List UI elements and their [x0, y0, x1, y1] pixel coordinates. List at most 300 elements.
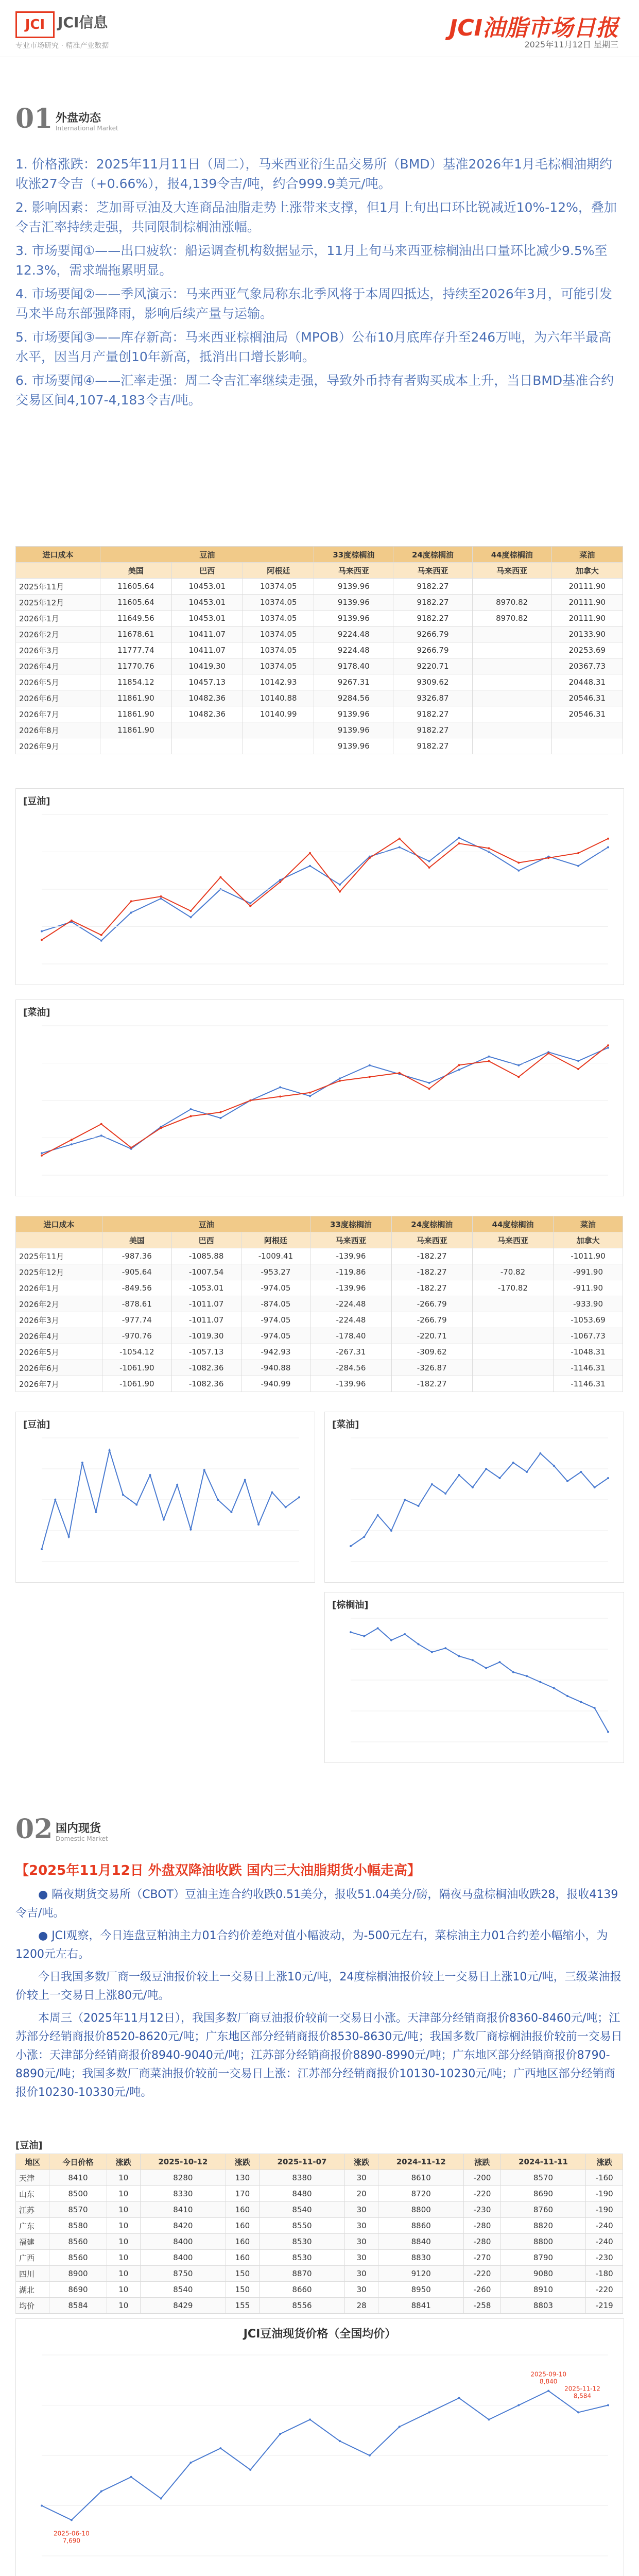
table-cell: -974.05 [241, 1312, 310, 1328]
table-header: 巴西 [171, 563, 243, 579]
data-point [607, 838, 609, 840]
data-point [339, 891, 341, 893]
annotation-label: 8,584 [573, 2392, 592, 2400]
table-cell: -1011.07 [171, 1312, 241, 1328]
table-cell: 11770.76 [100, 658, 171, 674]
news-paragraph: 今日我国多数厂商一级豆油报价较上一交易日上涨10元/吨，24度棕榈油报价较上一交易日上涨10元/吨，三级菜油报价较上一交易日上涨80元/吨。 [15, 1971, 621, 2002]
data-point [418, 1505, 420, 1507]
table-cell [472, 1344, 553, 1360]
table-cell: -190 [586, 2202, 623, 2218]
table-cell: 9139.96 [314, 579, 393, 595]
section-subtitle: International Market [56, 125, 118, 132]
data-point [160, 1127, 162, 1129]
chart-svg [16, 789, 624, 985]
table-cell: 2026年5月 [16, 1344, 102, 1360]
table-row [16, 1360, 623, 1376]
data-point [369, 1076, 371, 1078]
data-point [369, 2454, 371, 2456]
data-point [539, 1452, 541, 1454]
basis-chart-soyoil [15, 1412, 315, 1583]
table-cell: 广东 [16, 2218, 49, 2234]
import-cost-table [15, 546, 623, 754]
table-cell: 8556 [260, 2298, 345, 2314]
annotation-label: 2025-06-10 [54, 2530, 90, 2537]
table-cell: 8800 [500, 2234, 586, 2250]
data-point [363, 1635, 365, 1637]
table-cell: -139.96 [310, 1280, 391, 1296]
table-row [16, 595, 623, 611]
table-cell: -1146.31 [554, 1376, 623, 1392]
table-cell: 20546.31 [551, 690, 623, 706]
table-cell: 11649.56 [100, 611, 171, 626]
data-point [350, 1631, 352, 1633]
table-cell: -240 [586, 2218, 623, 2234]
table-header: 马来西亚 [472, 1232, 553, 1248]
data-point [189, 1529, 192, 1531]
table-cell: 8429 [140, 2298, 226, 2314]
table-cell: 9182.27 [393, 579, 473, 595]
table-cell: 8280 [140, 2170, 226, 2186]
data-point [130, 900, 132, 902]
data-point [309, 2418, 311, 2420]
table-cell: -258 [464, 2298, 501, 2314]
data-point [428, 1088, 430, 1090]
table-cell [243, 722, 314, 738]
table-cell: 8900 [49, 2266, 107, 2282]
table-cell: -180 [586, 2266, 623, 2282]
table-header: 地区 [16, 2154, 49, 2170]
data-point [279, 2433, 281, 2435]
table-cell [171, 722, 243, 738]
data-point [249, 1099, 251, 1101]
table-cell: 11605.64 [100, 595, 171, 611]
table-row [16, 2234, 623, 2250]
table-group-header: 24度棕榈油 [391, 1216, 472, 1232]
table-cell: 2026年4月 [16, 1328, 102, 1344]
table-cell: -170.82 [472, 1280, 553, 1296]
data-point [399, 838, 401, 840]
spot-table-soyoil [15, 2154, 623, 2314]
table-cell: -1146.31 [554, 1360, 623, 1376]
table-cell: 10 [107, 2282, 140, 2298]
table-cell: -905.64 [102, 1264, 171, 1280]
data-point [517, 862, 520, 864]
data-point [553, 1465, 555, 1467]
data-point [594, 1486, 596, 1488]
table-cell [472, 1296, 553, 1312]
table-cell [472, 706, 551, 722]
table-cell [472, 626, 551, 642]
table-cell: 8970.82 [472, 611, 551, 626]
data-point [390, 1530, 392, 1532]
section-number: 02 [15, 1814, 53, 1845]
table-header: 阿根廷 [241, 1232, 310, 1248]
table-row [16, 2250, 623, 2266]
table-row [16, 722, 623, 738]
data-point [577, 1068, 579, 1070]
table-cell: -230 [464, 2202, 501, 2218]
data-point [428, 1082, 430, 1084]
table-header: 今日价格 [49, 2154, 107, 2170]
table-cell: -1054.12 [102, 1344, 171, 1360]
table-cell: 8840 [378, 2234, 464, 2250]
table-row [16, 1328, 623, 1344]
table-cell: -974.05 [241, 1328, 310, 1344]
table-cell: -220 [586, 2282, 623, 2298]
table-cell: -940.99 [241, 1376, 310, 1392]
data-point [189, 1108, 192, 1110]
table-cell: 8830 [378, 2250, 464, 2266]
data-point [472, 1659, 474, 1661]
table-row [16, 2218, 623, 2234]
data-point [100, 1123, 102, 1125]
table-group-header: 44度棕榈油 [472, 547, 551, 563]
data-point [444, 1647, 446, 1649]
annotation-label: 8,840 [540, 2378, 558, 2385]
report-date: 2025年11月12日 星期三 [524, 40, 618, 49]
table-cell: -974.05 [241, 1280, 310, 1296]
table-cell: -266.79 [391, 1312, 472, 1328]
table-cell: 10374.05 [243, 611, 314, 626]
table-cell: 11605.64 [100, 579, 171, 595]
table-cell: 150 [226, 2266, 259, 2282]
table-cell: 2026年1月 [16, 1280, 102, 1296]
table-cell: -230 [586, 2250, 623, 2266]
table-cell: -942.93 [241, 1344, 310, 1360]
table-cell: 8400 [140, 2250, 226, 2266]
data-point [488, 1056, 490, 1058]
table-header: 美国 [100, 563, 171, 579]
table-cell: -70.82 [472, 1264, 553, 1280]
data-point [458, 842, 460, 844]
table-cell: -182.27 [391, 1264, 472, 1280]
table-cell: -119.86 [310, 1264, 391, 1280]
table-cell: 江苏 [16, 2202, 49, 2218]
table-cell: 9120 [378, 2266, 464, 2282]
table-cell: 2026年6月 [16, 690, 100, 706]
table-cell: 8420 [140, 2218, 226, 2234]
data-point [41, 1548, 43, 1550]
data-point [485, 1468, 487, 1470]
bullet-item: 5. 市场要闻③——库存新高：马来西亚棕榈油局（MPOB）公布10月底库存升至246万吨，为六年半最高水平，因当月产量创10年新高，抵消出口增长影响。 [15, 330, 612, 364]
table-row [16, 1264, 623, 1280]
table-cell: 10453.01 [171, 595, 243, 611]
table-cell: -1009.41 [241, 1248, 310, 1264]
table-cell: 10 [107, 2298, 140, 2314]
table-cell: -849.56 [102, 1280, 171, 1296]
table-cell: 2026年3月 [16, 1312, 102, 1328]
chart-label: [ 菜油 ] [332, 1417, 359, 1431]
table-row [16, 2186, 623, 2202]
table-cell: -977.74 [102, 1312, 171, 1328]
table-row [16, 1376, 623, 1392]
table-header: 加拿大 [551, 563, 623, 579]
table-row [16, 579, 623, 595]
table-cell: -326.87 [391, 1360, 472, 1376]
table-cell: 9284.56 [314, 690, 393, 706]
table-cell: 8330 [140, 2186, 226, 2202]
data-point [109, 1449, 111, 1451]
table-row [16, 626, 623, 642]
report-header [0, 0, 639, 57]
data-point [122, 1494, 124, 1496]
data-point [458, 2397, 460, 2399]
data-point [160, 895, 162, 897]
data-point [41, 1152, 43, 1154]
table-row [16, 1312, 623, 1328]
data-point [54, 1499, 56, 1501]
table-cell: 20253.69 [551, 642, 623, 658]
data-point [369, 857, 371, 859]
table-cell: 10374.05 [243, 658, 314, 674]
table-cell: 8400 [140, 2234, 226, 2250]
news-headline: 【2025年11月12日 外盘双降油收跌 国内三大油脂期货小幅走高】 [15, 1863, 421, 1878]
table-cell: 10453.01 [171, 611, 243, 626]
table-cell: -874.05 [241, 1296, 310, 1312]
table-cell: 10140.99 [243, 706, 314, 722]
table-cell: 8660 [260, 2282, 345, 2298]
data-point [553, 1687, 555, 1689]
table-cell: 8750 [140, 2266, 226, 2282]
table-cell: 30 [344, 2266, 378, 2282]
table-cell: -182.27 [391, 1280, 472, 1296]
table-cell: -1053.69 [554, 1312, 623, 1328]
table-cell: -280 [464, 2234, 501, 2250]
data-point [566, 1480, 568, 1482]
table-cell: 2026年4月 [16, 658, 100, 674]
table-cell: 10411.07 [171, 642, 243, 658]
news-paragraph: ● 隔夜期货交易所（CBOT）豆油主连合约收跌0.51美分，报收51.04美分/磅，隔夜马盘棕榈油收跌28，报收4139令吉/吨。 [15, 1888, 618, 1920]
table-cell: 11861.90 [100, 722, 171, 738]
data-point [41, 939, 43, 941]
data-point [399, 1072, 401, 1074]
data-point [458, 1655, 460, 1657]
table-cell: 20 [344, 2186, 378, 2202]
table-cell: -219 [586, 2298, 623, 2314]
table-cell: 9266.79 [393, 642, 473, 658]
data-point [309, 865, 311, 867]
data-point [135, 1504, 137, 1506]
table-cell: 28 [344, 2298, 378, 2314]
table-group-header: 24度棕榈油 [393, 547, 473, 563]
table-cell: -1085.88 [171, 1248, 241, 1264]
table-cell: 2026年2月 [16, 626, 100, 642]
data-point [607, 1044, 609, 1046]
data-point [298, 1496, 300, 1498]
table-group-header: 豆油 [102, 1216, 310, 1232]
brand-name: JCI信息 [58, 14, 108, 31]
data-point [130, 1147, 132, 1149]
data-point [418, 1643, 420, 1645]
data-point [428, 867, 430, 869]
table-header: 涨跌 [586, 2154, 623, 2170]
table-cell: -270 [464, 2250, 501, 2266]
annotation-label: 2025-09-10 [530, 2370, 567, 2378]
table-group-header: 进口成本 [16, 1216, 102, 1232]
table-header [16, 563, 100, 579]
table-cell: -139.96 [310, 1376, 391, 1392]
data-point [71, 1143, 73, 1145]
table-cell: -280 [464, 2218, 501, 2234]
data-point [339, 2440, 341, 2442]
table-cell: 2026年6月 [16, 1360, 102, 1376]
data-point [517, 1064, 520, 1066]
table-cell: -953.27 [241, 1264, 310, 1280]
table-cell: -878.61 [102, 1296, 171, 1312]
table-cell [472, 690, 551, 706]
data-point [350, 1545, 352, 1547]
data-point [163, 1518, 165, 1520]
data-point [547, 857, 549, 859]
data-point [566, 1695, 568, 1697]
chart-svg [325, 1412, 624, 1582]
table-cell: -284.56 [310, 1360, 391, 1376]
data-point [512, 1671, 514, 1673]
table-cell: 9080 [500, 2266, 586, 2282]
table-cell: 10 [107, 2250, 140, 2266]
data-point [41, 2505, 43, 2507]
table-row [16, 2298, 623, 2314]
table-row [16, 642, 623, 658]
table-cell: 10374.05 [243, 579, 314, 595]
table-cell: 2026年7月 [16, 706, 100, 722]
data-point [219, 1117, 221, 1119]
table-cell: 11861.90 [100, 706, 171, 722]
chart-svg [16, 1000, 624, 1196]
table-cell: -970.76 [102, 1328, 171, 1344]
table-cell: -1061.90 [102, 1360, 171, 1376]
data-point [363, 1536, 365, 1538]
table-header: 阿根廷 [243, 563, 314, 579]
table-cell: 福建 [16, 2234, 49, 2250]
data-point [279, 1086, 281, 1088]
data-point [160, 2498, 162, 2500]
chart-svg [16, 1412, 315, 1582]
table-cell: 150 [226, 2282, 259, 2298]
table-cell [472, 1360, 553, 1376]
table-header [16, 1232, 102, 1248]
table-header: 马来西亚 [391, 1232, 472, 1248]
table-cell: -933.90 [554, 1296, 623, 1312]
table-cell: -309.62 [391, 1344, 472, 1360]
table-cell: -1019.30 [171, 1328, 241, 1344]
table-cell [551, 738, 623, 754]
table-group-header: 33度棕榈油 [314, 547, 393, 563]
table-cell [472, 722, 551, 738]
data-point [279, 881, 281, 883]
table-cell: 9182.27 [393, 706, 473, 722]
spot-label: [ 豆油 ] [15, 2138, 42, 2151]
table-cell: 30 [344, 2202, 378, 2218]
data-point [517, 1076, 520, 1078]
chart-label: [ 棕榈油 ] [332, 1598, 368, 1611]
data-point [369, 1064, 371, 1066]
table-cell: -224.48 [310, 1296, 391, 1312]
table-cell: 9182.27 [393, 595, 473, 611]
data-point [271, 1492, 273, 1494]
basis-table [15, 1216, 623, 1392]
table-cell: 10482.36 [171, 690, 243, 706]
data-point [458, 837, 460, 839]
data-point [71, 920, 73, 922]
data-point [488, 1060, 490, 1062]
table-cell: 9266.79 [393, 626, 473, 642]
table-cell: 2025年12月 [16, 595, 100, 611]
table-cell: 2026年1月 [16, 611, 100, 626]
intl-bullets [15, 155, 623, 414]
table-cell: 9139.96 [314, 738, 393, 754]
basis-chart-palm [324, 1592, 624, 1763]
table-cell: -987.36 [102, 1248, 171, 1264]
table-cell: -911.90 [554, 1280, 623, 1296]
intl-chart-rapeseed [15, 999, 624, 1196]
table-cell: 160 [226, 2218, 259, 2234]
table-cell: -1082.36 [171, 1360, 241, 1376]
table-cell: 2025年12月 [16, 1264, 102, 1280]
data-point [249, 902, 251, 904]
table-cell: 10374.05 [243, 626, 314, 642]
table-cell: 8530 [260, 2250, 345, 2266]
table-cell: 8970.82 [472, 595, 551, 611]
data-point [498, 1477, 500, 1479]
table-cell: 20546.31 [551, 706, 623, 722]
table-cell: -1048.31 [554, 1344, 623, 1360]
table-cell: 8950 [378, 2282, 464, 2298]
table-cell: 10453.01 [171, 579, 243, 595]
table-cell: 10411.07 [171, 626, 243, 642]
table-cell: 9139.96 [314, 611, 393, 626]
table-cell: 8500 [49, 2186, 107, 2202]
table-cell: -260 [464, 2282, 501, 2298]
table-cell: -940.88 [241, 1360, 310, 1376]
table-cell: -1057.13 [171, 1344, 241, 1360]
table-cell: 10374.05 [243, 642, 314, 658]
table-cell: -139.96 [310, 1248, 391, 1264]
annotation-label: 7,690 [62, 2537, 81, 2545]
data-point [249, 905, 251, 907]
table-cell: 10 [107, 2218, 140, 2234]
table-cell: 8380 [260, 2170, 345, 2186]
intl-chart-soyoil [15, 788, 624, 985]
table-cell: -220.71 [391, 1328, 472, 1344]
data-point [431, 1483, 433, 1485]
section-head-domestic [15, 1814, 623, 1850]
data-point [431, 1651, 433, 1653]
table-cell: 9139.96 [314, 595, 393, 611]
table-cell: 9139.96 [314, 706, 393, 722]
table-header: 涨跌 [344, 2154, 378, 2170]
table-cell: 9224.48 [314, 642, 393, 658]
data-point [219, 876, 221, 878]
data-point [309, 1092, 311, 1094]
table-cell: 10140.88 [243, 690, 314, 706]
table-cell: 8910 [500, 2282, 586, 2298]
table-header: 马来西亚 [310, 1232, 391, 1248]
table-cell: 160 [226, 2250, 259, 2266]
table-cell [171, 738, 243, 754]
chart-svg [325, 1592, 624, 1762]
table-header: 2024-11-11 [500, 2154, 586, 2170]
table-cell: 10457.13 [171, 674, 243, 690]
table-row [16, 1344, 623, 1360]
table-cell: 2026年8月 [16, 722, 100, 738]
table-cell: 8410 [140, 2202, 226, 2218]
table-cell [472, 658, 551, 674]
data-point [41, 930, 43, 933]
data-point [458, 1474, 460, 1476]
data-point [404, 1499, 406, 1501]
brand-slogan: 专业市场研究 · 精准产业数据 [15, 42, 109, 50]
